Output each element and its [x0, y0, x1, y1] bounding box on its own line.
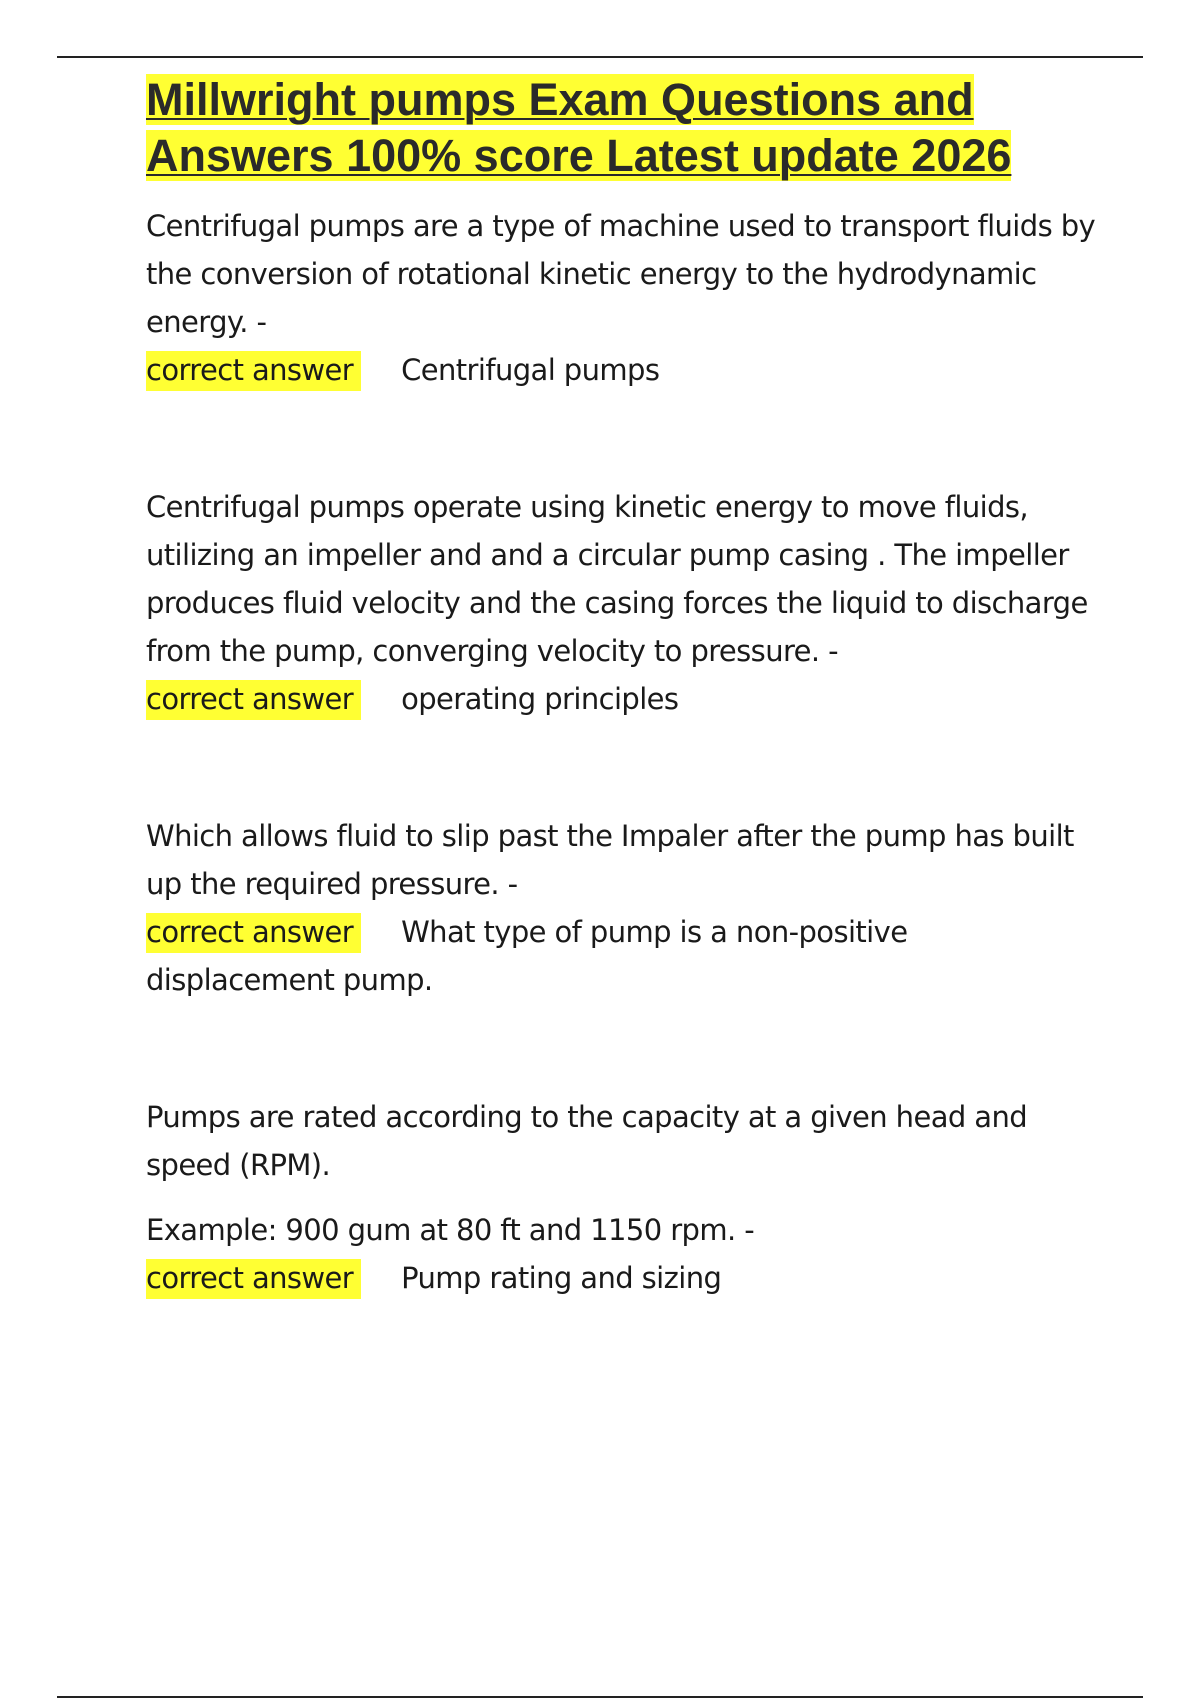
example-4: Example: 900 gum at 80 ft and 1150 rpm. - — [146, 1213, 755, 1247]
answer-row-2 — [146, 675, 1096, 723]
answer-row-4 — [146, 1254, 1096, 1302]
top-rule — [57, 56, 1143, 58]
answer-2: operating principles — [401, 682, 679, 716]
qa-item-4 — [146, 1093, 1096, 1302]
qa-item-1 — [146, 202, 1096, 394]
question-2: Centrifugal pumps operate using kinetic energy to move fluids, utilizing an impeller and and a circular pump casing . The impeller produces fluid velocity and the casing forces the liquid to discharge from the pump, converging velocity to pressure. - — [146, 490, 1088, 668]
bottom-rule — [57, 1696, 1143, 1698]
question-3: Which allows fluid to slip past the Impaler after the pump has built up the required pressure. - — [146, 819, 1074, 901]
qa-item-3 — [146, 812, 1096, 1004]
correct-answer-label: correct answer — [146, 913, 361, 953]
correct-answer-label: correct answer — [146, 1259, 361, 1299]
document-body — [146, 72, 1096, 1302]
document-title — [146, 72, 1096, 184]
answer-row-3 — [146, 908, 1096, 1004]
answer-4: Pump rating and sizing — [401, 1261, 722, 1295]
answer-row-1 — [146, 346, 1096, 394]
answer-3: What type of pump is a non-positive displacement pump. — [146, 915, 908, 997]
correct-answer-label: correct answer — [146, 351, 361, 391]
answer-1: Centrifugal pumps — [401, 353, 660, 387]
correct-answer-label: correct answer — [146, 680, 361, 720]
document-title-text: Millwright pumps Exam Questions and Answers 100% score Latest update 2026 — [146, 74, 1012, 181]
question-4: Pumps are rated according to the capacity at a given head and speed (RPM). — [146, 1100, 1028, 1182]
question-1: Centrifugal pumps are a type of machine used to transport fluids by the conversion of rotational kinetic energy to the hydrodynamic energy. - — [146, 209, 1096, 339]
qa-item-2 — [146, 483, 1096, 723]
